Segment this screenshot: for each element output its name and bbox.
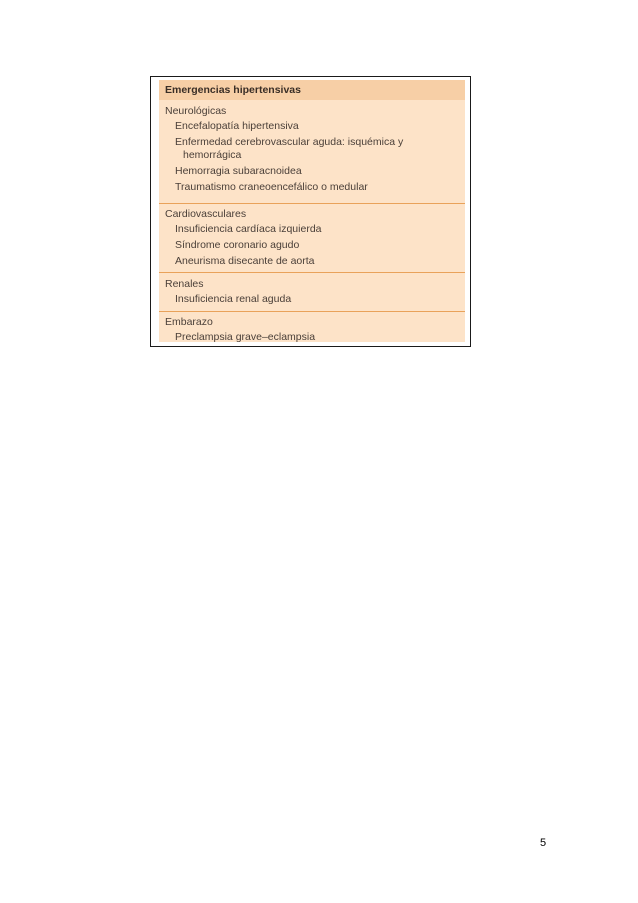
section-title: Renales xyxy=(165,278,204,290)
section-title: Neurológicas xyxy=(165,105,227,117)
table-title: Emergencias hipertensivas xyxy=(165,84,301,96)
section-divider xyxy=(159,311,465,312)
list-item: Síndrome coronario agudo xyxy=(175,239,300,251)
list-item: Aneurisma disecante de aorta xyxy=(175,255,315,267)
section-title: Cardiovasculares xyxy=(165,208,247,220)
list-item: Hemorragia subaracnoidea xyxy=(175,165,302,177)
section-embarazo xyxy=(159,316,465,342)
emergencies-table xyxy=(159,80,465,342)
list-item: Traumatismo craneoencefálico o medular xyxy=(175,181,368,193)
list-item: Enfermedad cerebrovascular aguda: isquémica y xyxy=(175,136,404,148)
section-neurologicas xyxy=(159,105,465,200)
section-divider xyxy=(159,203,465,204)
table-header xyxy=(159,80,465,100)
section-title: Embarazo xyxy=(165,316,213,328)
list-item: Insuficiencia renal aguda xyxy=(175,293,292,305)
list-item: hemorrágica xyxy=(183,149,242,161)
page-number: 5 xyxy=(540,837,547,849)
table-figure xyxy=(150,76,471,347)
section-renales xyxy=(159,278,465,310)
section-divider xyxy=(159,272,465,273)
section-cardiovasculares xyxy=(159,208,465,270)
list-item: Preclampsia grave–eclampsia xyxy=(175,331,316,343)
list-item: Insuficiencia cardíaca izquierda xyxy=(175,223,322,235)
list-item: Encefalopatía hipertensiva xyxy=(175,120,299,132)
